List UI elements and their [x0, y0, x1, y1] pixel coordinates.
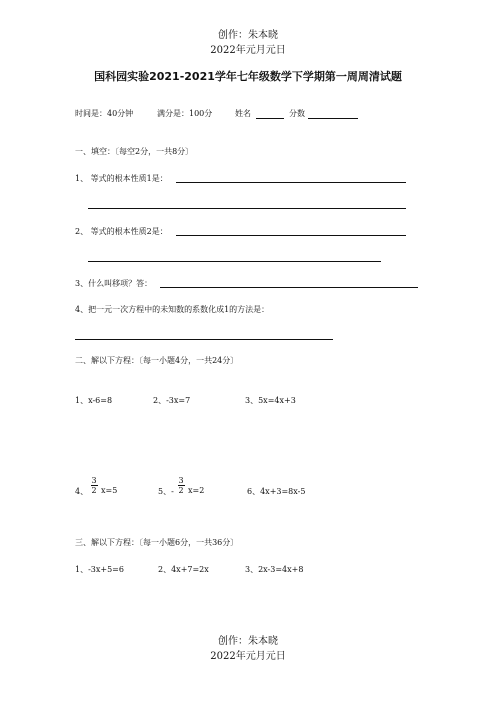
header-author: 创作：朱本晓: [218, 30, 278, 41]
name-blank[interactable]: [256, 118, 284, 119]
total-score-info: 满分是：100分: [157, 109, 213, 118]
equation-2-5-prefix: 5、-: [158, 487, 174, 496]
section3-heading: 三、解以下方程：〔每一小题6分，一共36分〕: [75, 538, 239, 547]
fraction-3-over-2: [89, 476, 99, 495]
page-title: 国科园实验2021-2021学年七年级数学下学期第一周周清试题: [94, 70, 402, 83]
fraction-numerator: 3: [178, 476, 184, 485]
fraction-denominator: 2: [91, 486, 97, 495]
answer-line-2b[interactable]: [88, 261, 381, 262]
equation-2-4-suffix: x=5: [101, 486, 118, 495]
question-4: 4、把一元一次方程中的未知数的系数化成1的方法是：: [75, 305, 270, 314]
fraction-3-over-2: [176, 476, 186, 495]
footer-author: 创作：朱本晓: [218, 636, 278, 647]
question-3: 3、什么叫移项？答：: [75, 279, 153, 288]
fraction-denominator: 2: [178, 486, 184, 495]
section1-heading: 一、填空：〔每空2分，一共8分〕: [75, 147, 194, 156]
fraction-numerator: 3: [91, 476, 97, 485]
equation-2-5-suffix: x=2: [188, 486, 205, 495]
question-1: 1、 等式的根本性质1是：: [75, 174, 168, 183]
equation-3-2: 2、4x+7=2x: [158, 565, 209, 574]
time-info: 时间是：40分钟: [75, 109, 134, 118]
answer-line-4[interactable]: [75, 339, 333, 340]
score-label: 分数: [289, 109, 305, 118]
score-blank[interactable]: [308, 118, 358, 119]
equation-2-3: 3、5x=4x+3: [245, 396, 296, 405]
answer-line-1b[interactable]: [88, 208, 406, 209]
equation-2-2: 2、-3x=7: [153, 396, 191, 405]
equation-3-3: 3、2x-3=4x+8: [245, 565, 304, 574]
header-date: 2022年元月元日: [210, 45, 286, 56]
footer-date: 2022年元月元日: [210, 651, 286, 662]
answer-line-3[interactable]: [160, 287, 418, 288]
question-2: 2、 等式的根本性质2是：: [75, 227, 168, 236]
answer-line-1a[interactable]: [176, 182, 406, 183]
equation-3-1: 1、-3x+5=6: [75, 565, 124, 574]
equation-2-4-prefix: 4、: [75, 487, 89, 496]
name-label: 姓名: [235, 109, 251, 118]
equation-2-1: 1、x-6=8: [75, 396, 113, 405]
answer-line-2a[interactable]: [176, 235, 406, 236]
equation-2-6: 6、4x+3=8x-5: [247, 487, 306, 496]
section2-heading: 二、解以下方程：〔每一小题4分，一共24分〕: [75, 356, 239, 365]
